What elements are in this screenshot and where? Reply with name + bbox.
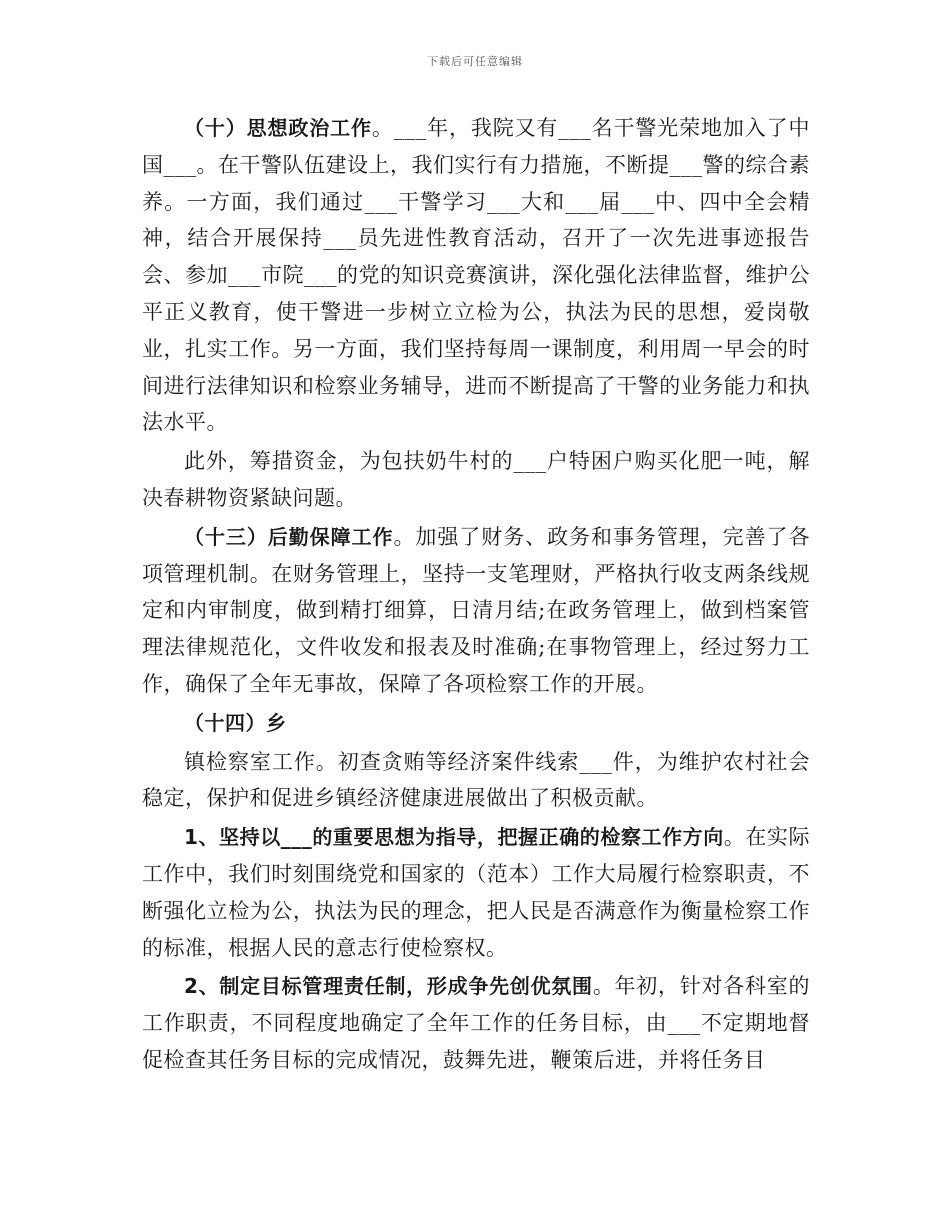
paragraph-township-heading: [142, 705, 810, 742]
paragraph-township-work: [142, 744, 810, 818]
document-body: [142, 110, 810, 1079]
paragraph-text: 镇检察室工作。初查贪贿等经济案件线索___件，为维护农村社会稳定，保护和促进乡镇经济健康进展做出了积极贡献。: [142, 749, 810, 811]
section-heading: （十三）后勤保障工作: [184, 524, 394, 549]
page-header: 下载后可任意编辑: [427, 55, 523, 68]
paragraph-ideological-work: [142, 110, 810, 441]
paragraph-text: 。在实际工作中，我们时刻围绕党和国家的（范本）工作大局履行检察职责，不断强化立检为公，执法为民的理念，把人民是否满意作为衡量检察工作的标准，根据人民的意志行使检察权。: [142, 825, 810, 960]
section-heading: （十四）乡: [184, 710, 287, 735]
section-heading: （十）思想政治工作: [184, 116, 372, 140]
section-heading: 1、坚持以___的重要思想为指导，把握正确的检察工作方向: [184, 825, 724, 850]
paragraph-text: 。加强了财务、政务和事务管理，完善了各项管理机制。在财务管理上，坚持一支笔理财，严格执行收支两条线规定和内审制度，做到精打细算，日清月结;在政务管理上，做到档案管理法律规范化，文件收发和报表及时准确;在事物管理上，经过努力工作，确保了全年无事故，保障了各项检察工作的开展。: [142, 524, 811, 696]
paragraph-logistics-work: [142, 519, 810, 703]
paragraph-text: 此外，筹措资金，为包扶奶牛村的___户特困户购买化肥一吨，解决春耕物资紧缺问题。: [142, 449, 810, 510]
section-heading: 2、制定目标管理责任制，形成争先创优氛围: [184, 974, 593, 999]
paragraph-guiding-thought: [142, 819, 810, 966]
paragraph-target-management: [142, 968, 810, 1078]
paragraph-text: 。___年，我院又有___名干警光荣地加入了中国___。在干警队伍建设上，我们实行有力措施，不断提___警的综合素养。一方面，我们通过___干警学习___大和___届___中、四中全会精神，结合开展保持___员先进性教育活动，召开了一次先进事迹报告会、参加___市院___的党的知识竞赛演讲，深化强化法律监督，维护公平正义教育，使干警进一步树立立检为公，执法为民的思想，爱岗敬业，扎实工作。另一方面，我们坚持每周一课制度，利用周一早会的时间进行法律知识和检察业务辅导，进而不断提高了干警的业务能力和执法水平。: [142, 116, 811, 435]
paragraph-additional-funding: [142, 443, 810, 517]
paragraph-text: 。年初，针对各科室的工作职责，不同程度地确定了全年工作的任务目标，由___不定期地督促检查其任务目标的完成情况，鼓舞先进，鞭策后进，并将任务目: [142, 974, 811, 1072]
